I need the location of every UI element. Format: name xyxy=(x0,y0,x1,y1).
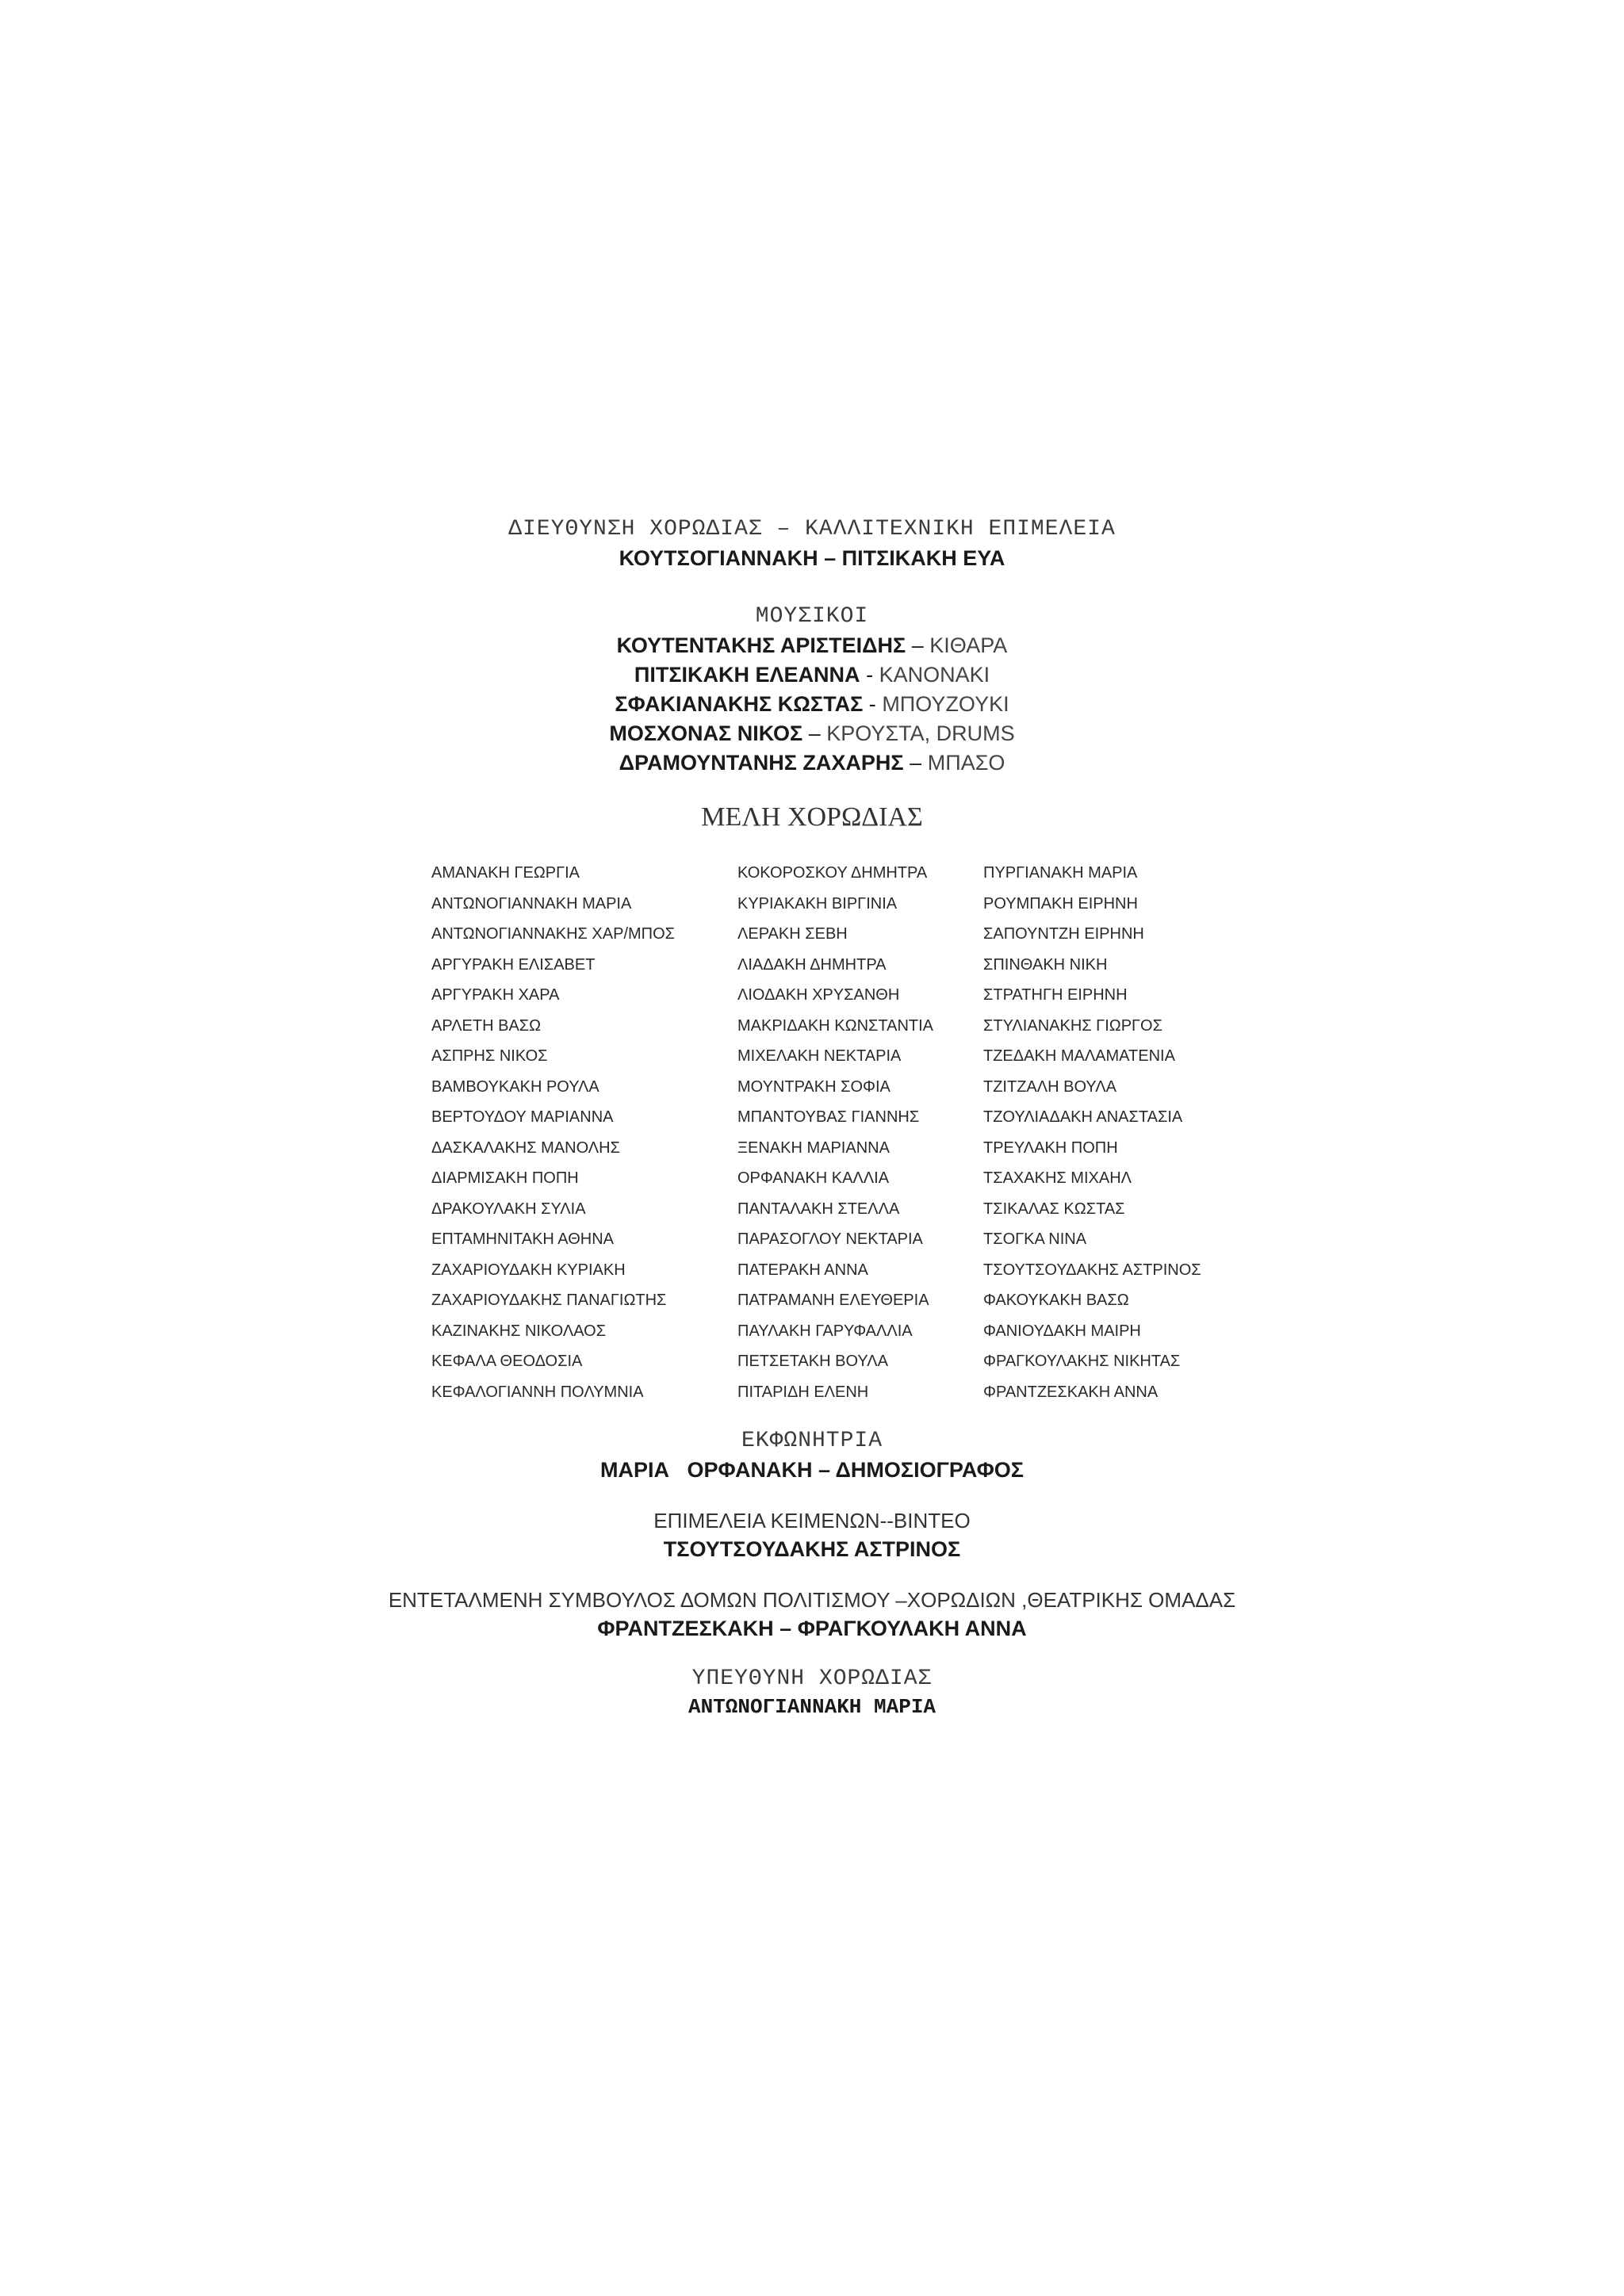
choir-member: ΤΡΕΥΛΑΚΗ ΠΟΠΗ xyxy=(983,1138,1118,1157)
choir-member: ΚΑΖΙΝΑΚΗΣ ΝΙΚΟΛΑΟΣ xyxy=(431,1322,607,1340)
choir-member: ΠΑΝΤΑΛΑΚΗ ΣΤΕΛΛΑ xyxy=(737,1200,900,1218)
choir-member: ΤΖΟΥΛΙΑΔΑΚΗ ΑΝΑΣΤΑΣΙΑ xyxy=(983,1108,1183,1126)
direction-label: ΔΙΕΥΘΥΝΣΗ ΧΟΡΩΔΙΑΣ – ΚΑΛΛΙΤΕΧΝΙΚΗ ΕΠΙΜΕΛΕΙΑ xyxy=(508,517,1116,541)
direction-section xyxy=(0,515,1624,573)
choir-column-1 xyxy=(431,858,675,1407)
choir-member: ΜΟΥΝΤΡΑΚΗ ΣΟΦΙΑ xyxy=(737,1077,891,1096)
musician-separator: – xyxy=(808,721,821,745)
choir-member: ΑΜΑΝΑΚΗ ΓΕΩΡΓΙΑ xyxy=(431,864,580,882)
councillor-section xyxy=(0,1586,1624,1644)
councillor-name: ΦΡΑΝΤΖΕΣΚΑΚΗ – ΦΡΑΓΚΟΥΛΑΚΗ ΑΝΝΑ xyxy=(597,1617,1027,1640)
choir-member: ΚΥΡΙΑΚΑΚΗ ΒΙΡΓΙΝΙΑ xyxy=(737,894,898,913)
choir-member: ΤΣΑΧΑΚΗΣ ΜΙΧΑΗΛ xyxy=(983,1169,1132,1187)
choir-section xyxy=(0,801,1624,834)
texts-label: ΕΠΙΜΕΛΕΙΑ ΚΕΙΜΕΝΩΝ--ΒΙΝΤΕΟ xyxy=(653,1509,971,1533)
direction-name: ΚΟΥΤΣΟΓΙΑΝΝΑΚΗ – ΠΙΤΣΙΚΑΚΗ ΕΥΑ xyxy=(619,546,1005,570)
choir-member: ΤΣΙΚΑΛΑΣ ΚΩΣΤΑΣ xyxy=(983,1200,1125,1218)
choir-member: ΖΑΧΑΡΙΟΥΔΑΚΗΣ ΠΑΝΑΓΙΩΤΗΣ xyxy=(431,1292,667,1309)
choir-member: ΑΡΓΥΡΑΚΗ ΧΑΡΑ xyxy=(431,986,560,1004)
musician-instrument: ΜΠΑΣΟ xyxy=(927,751,1005,775)
musician-instrument: ΚΙΘΑΡΑ xyxy=(929,633,1008,657)
musician-line xyxy=(0,690,1624,719)
choir-member: ΣΤΡΑΤΗΓΗ ΕΙΡΗΝΗ xyxy=(983,986,1128,1004)
musician-name: ΠΙΤΣΙΚΑΚΗ ΕΛΕΑΝΝΑ xyxy=(634,663,860,687)
narrator-name: ΜΑΡΙΑ ΟΡΦΑΝΑΚΗ – ΔΗΜΟΣΙΟΓΡΑΦΟΣ xyxy=(600,1458,1024,1482)
musician-instrument: ΚΡΟΥΣΤΑ, DRUMS xyxy=(826,721,1015,745)
choir-member: ΚΕΦΑΛΑ ΘΕΟΔΟΣΙΑ xyxy=(431,1353,583,1370)
choir-member: ΔΙΑΡΜΙΣΑΚΗ ΠΟΠΗ xyxy=(431,1169,579,1187)
choir-member: ΠΥΡΓΙΑΝΑΚΗ ΜΑΡΙΑ xyxy=(983,864,1138,882)
choir-member: ΔΑΣΚΑΛΑΚΗΣ ΜΑΝΟΛΗΣ xyxy=(431,1138,620,1157)
choir-member: ΒΕΡΤΟΥΔΟΥ ΜΑΡΙΑΝΝΑ xyxy=(431,1108,614,1126)
choir-member: ΚΕΦΑΛΟΓΙΑΝΝΗ ΠΟΛΥΜΝΙΑ xyxy=(431,1383,644,1401)
councillor-label: ΕΝΤΕΤΑΛΜΕΝΗ ΣΥΜΒΟΥΛΟΣ ΔΟΜΩΝ ΠΟΛΙΤΙΣΜΟΥ –ΧΟΡΩΔΙΩΝ ,ΘΕΑΤΡΙΚΗΣ ΟΜΑΔΑΣ xyxy=(388,1588,1236,1612)
choir-member: ΔΡΑΚΟΥΛΑΚΗ ΣΥΛΙΑ xyxy=(431,1200,586,1218)
narrator-label: ΕΚΦΩΝΗΤΡΙΑ xyxy=(741,1429,883,1453)
choir-member: ΖΑΧΑΡΙΟΥΔΑΚΗ ΚΥΡΙΑΚΗ xyxy=(431,1261,626,1279)
musician-line xyxy=(0,719,1624,748)
choir-member: ΠΑΤΡΑΜΑΝΗ ΕΛΕΥΘΕΡΙΑ xyxy=(737,1292,929,1309)
choir-member: ΛΙΑΔΑΚΗ ΔΗΜΗΤΡΑ xyxy=(737,955,887,974)
choir-column-2 xyxy=(737,858,933,1407)
choir-member: ΣΠΙΝΘΑΚΗ ΝΙΚΗ xyxy=(983,955,1108,974)
musicians-list xyxy=(0,631,1624,778)
texts-name: ΤΣΟΥΤΣΟΥΔΑΚΗΣ ΑΣΤΡΙΝΟΣ xyxy=(663,1537,961,1561)
musician-name: ΣΦΑΚΙΑΝΑΚΗΣ ΚΩΣΤΑΣ xyxy=(615,692,864,716)
choir-member: ΦΑΚΟΥΚΑΚΗ ΒΑΣΩ xyxy=(983,1292,1129,1309)
musician-line xyxy=(0,748,1624,778)
choir-member: ΑΡΓΥΡΑΚΗ ΕΛΙΣΑΒΕΤ xyxy=(431,955,596,974)
choir-member: ΑΡΛΕΤΗ ΒΑΣΩ xyxy=(431,1016,542,1035)
musician-name: ΚΟΥΤΕΝΤΑΚΗΣ ΑΡΙΣΤΕΙΔΗΣ xyxy=(616,633,906,657)
choir-member: ΤΖΕΔΑΚΗ ΜΑΛΑΜΑΤΕΝΙΑ xyxy=(983,1047,1175,1065)
musicians-section xyxy=(0,603,1624,778)
choir-member: ΤΣΟΓΚΑ ΝΙΝΑ xyxy=(983,1230,1087,1248)
choir-member: ΡΟΥΜΠΑΚΗ ΕΙΡΗΝΗ xyxy=(983,894,1138,913)
manager-section xyxy=(0,1665,1624,1720)
choir-member: ΜΑΚΡΙΔΑΚΗ ΚΩΝΣΤΑΝΤΙΑ xyxy=(737,1016,934,1035)
musician-separator: - xyxy=(866,663,874,687)
musician-separator: – xyxy=(910,751,922,775)
musician-instrument: ΚΑΝΟΝΑΚΙ xyxy=(879,663,990,687)
choir-member: ΠΑΥΛΑΚΗ ΓΑΡΥΦΑΛΛΙΑ xyxy=(737,1322,913,1340)
musician-name: ΔΡΑΜΟΥΝΤΑΝΗΣ ΖΑΧΑΡΗΣ xyxy=(619,751,904,775)
choir-member: ΣΤΥΛΙΑΝΑΚΗΣ ΓΙΩΡΓΟΣ xyxy=(983,1016,1162,1035)
choir-member: ΤΖΙΤΖΑΛΗ ΒΟΥΛΑ xyxy=(983,1077,1116,1096)
choir-label: ΜΕΛΗ ΧΟΡΩΔΙΑΣ xyxy=(701,802,923,832)
choir-member: ΦΡΑΝΤΖΕΣΚΑΚΗ ΑΝΝΑ xyxy=(983,1383,1159,1401)
choir-member: ΑΝΤΩΝΟΓΙΑΝΝΑΚΗ ΜΑΡΙΑ xyxy=(431,894,632,913)
musician-line xyxy=(0,631,1624,660)
musician-separator: – xyxy=(911,633,924,657)
choir-member: ΕΠΤΑΜΗΝΙΤΑΚΗ ΑΘΗΝΑ xyxy=(431,1230,614,1248)
choir-column-3 xyxy=(983,858,1201,1407)
manager-name: ΑΝΤΩΝΟΓΙΑΝΝΑΚΗ ΜΑΡΙΑ xyxy=(688,1695,936,1719)
narrator-section xyxy=(0,1427,1624,1485)
choir-member: ΒΑΜΒΟΥΚΑΚΗ ΡΟΥΛΑ xyxy=(431,1077,599,1096)
choir-member: ΟΡΦΑΝΑΚΗ ΚΑΛΛΙΑ xyxy=(737,1169,890,1187)
choir-member: ΜΠΑΝΤΟΥΒΑΣ ΓΙΑΝΝΗΣ xyxy=(737,1108,920,1126)
musician-instrument: ΜΠΟΥΖΟΥΚΙ xyxy=(882,692,1009,716)
choir-member: ΛΕΡΑΚΗ ΣΕΒΗ xyxy=(737,925,848,943)
choir-member: ΑΣΠΡΗΣ ΝΙΚΟΣ xyxy=(431,1047,548,1065)
choir-member: ΠΕΤΣΕΤΑΚΗ ΒΟΥΛΑ xyxy=(737,1353,888,1370)
musician-name: ΜΟΣΧΟΝΑΣ ΝΙΚΟΣ xyxy=(609,721,803,745)
musician-line xyxy=(0,660,1624,690)
musician-separator: - xyxy=(868,692,876,716)
choir-member: ΚΟΚΟΡΟΣΚΟΥ ΔΗΜΗΤΡΑ xyxy=(737,864,928,882)
choir-member: ΣΑΠΟΥΝΤΖΗ ΕΙΡΗΝΗ xyxy=(983,925,1144,943)
choir-member: ΠΑΤΕΡΑΚΗ ΑΝΝΑ xyxy=(737,1261,868,1279)
texts-section xyxy=(0,1506,1624,1564)
musicians-label: ΜΟΥΣΙΚΟΙ xyxy=(755,604,869,629)
manager-label: ΥΠΕΥΘΥΝΗ ΧΟΡΩΔΙΑΣ xyxy=(691,1667,933,1691)
choir-member: ΤΣΟΥΤΣΟΥΔΑΚΗΣ ΑΣΤΡΙΝΟΣ xyxy=(983,1261,1201,1279)
choir-member: ΦΡΑΓΚΟΥΛΑΚΗΣ ΝΙΚΗΤΑΣ xyxy=(983,1353,1181,1370)
choir-member: ΑΝΤΩΝΟΓΙΑΝΝΑΚΗΣ ΧΑΡ/ΜΠΟΣ xyxy=(431,925,676,943)
choir-member: ΞΕΝΑΚΗ ΜΑΡΙΑΝΝΑ xyxy=(737,1138,890,1157)
choir-member: ΛΙΟΔΑΚΗ ΧΡΥΣΑΝΘΗ xyxy=(737,986,900,1004)
choir-member: ΠΙΤΑΡΙΔΗ ΕΛΕΝΗ xyxy=(737,1383,869,1401)
choir-member: ΦΑΝΙΟΥΔΑΚΗ ΜΑΙΡΗ xyxy=(983,1322,1141,1340)
choir-member: ΠΑΡΑΣΟΓΛΟΥ ΝΕΚΤΑΡΙΑ xyxy=(737,1230,923,1248)
choir-member: ΜΙΧΕΛΑΚΗ ΝΕΚΤΑΡΙΑ xyxy=(737,1047,902,1065)
